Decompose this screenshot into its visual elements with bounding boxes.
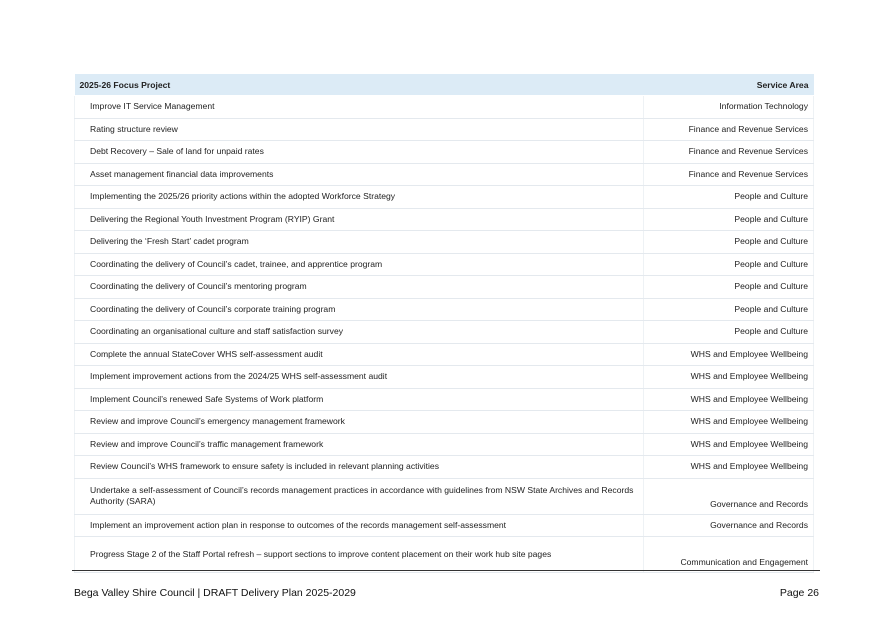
focus-project-cell: Coordinating the delivery of Council’s mentoring program [75,276,644,299]
footer-document-title: Bega Valley Shire Council | DRAFT Delivery Plan 2025-2029 [74,587,356,599]
table-row [75,163,814,186]
table-row [75,118,814,141]
service-area-cell: Information Technology [644,96,814,119]
service-area-cell: Finance and Revenue Services [644,118,814,141]
header-service-area: Service Area [644,74,814,96]
service-area-cell: WHS and Employee Wellbeing [644,456,814,479]
focus-project-cell: Asset management financial data improvements [75,163,644,186]
table-row [75,514,814,537]
service-area-cell: People and Culture [644,186,814,209]
focus-project-cell: Implement an improvement action plan in response to outcomes of the records management self-assessment [75,514,644,537]
focus-project-cell: Improve IT Service Management [75,96,644,119]
table-row [75,321,814,344]
table-row [75,298,814,321]
focus-project-cell: Debt Recovery – Sale of land for unpaid rates [75,141,644,164]
table-header-row [75,74,814,96]
table-body [75,96,814,573]
service-area-cell: People and Culture [644,321,814,344]
service-area-cell: Communication and Engagement [644,537,814,573]
focus-project-cell: Delivering the ‘Fresh Start’ cadet program [75,231,644,254]
service-area-cell: WHS and Employee Wellbeing [644,433,814,456]
focus-project-cell: Implementing the 2025/26 priority actions within the adopted Workforce Strategy [75,186,644,209]
table-row [75,141,814,164]
footer-page-number: Page 26 [779,587,819,599]
focus-project-cell: Implement improvement actions from the 2024/25 WHS self-assessment audit [75,366,644,389]
focus-project-cell: Review and improve Council’s emergency management framework [75,411,644,434]
service-area-cell: People and Culture [644,298,814,321]
table-row [75,186,814,209]
footer-divider [72,570,820,571]
header-focus-project: 2025-26 Focus Project [75,74,644,96]
focus-project-cell: Coordinating the delivery of Council’s corporate training program [75,298,644,321]
focus-project-cell: Implement Council’s renewed Safe Systems of Work platform [75,388,644,411]
service-area-cell: Finance and Revenue Services [644,141,814,164]
focus-project-cell: Rating structure review [75,118,644,141]
table-row [75,96,814,119]
focus-project-cell: Delivering the Regional Youth Investment Program (RYIP) Grant [75,208,644,231]
table-row [75,366,814,389]
table-row [75,478,814,514]
focus-project-cell: Review Council’s WHS framework to ensure safety is included in relevant planning activities [75,456,644,479]
table-row [75,253,814,276]
table-row [75,537,814,573]
table-row [75,411,814,434]
table-row [75,343,814,366]
service-area-cell: People and Culture [644,231,814,254]
focus-project-cell: Review and improve Council’s traffic management framework [75,433,644,456]
service-area-cell: People and Culture [644,208,814,231]
service-area-cell: Governance and Records [644,478,814,514]
focus-projects-table [74,74,814,573]
focus-project-cell: Coordinating the delivery of Council’s cadet, trainee, and apprentice program [75,253,644,276]
focus-project-cell: Complete the annual StateCover WHS self-assessment audit [75,343,644,366]
table-row [75,208,814,231]
table-row [75,276,814,299]
service-area-cell: WHS and Employee Wellbeing [644,343,814,366]
service-area-cell: Finance and Revenue Services [644,163,814,186]
service-area-cell: WHS and Employee Wellbeing [644,366,814,389]
table-row [75,433,814,456]
table-row [75,388,814,411]
focus-project-cell: Coordinating an organisational culture and staff satisfaction survey [75,321,644,344]
service-area-cell: WHS and Employee Wellbeing [644,411,814,434]
focus-project-cell: Undertake a self-assessment of Council’s records management practices in accordance with guidelines from NSW State Archives and Records Authority (SARA) [75,478,644,514]
focus-project-cell: Progress Stage 2 of the Staff Portal refresh – support sections to improve content placement on their work hub site pages [75,537,644,573]
service-area-cell: Governance and Records [644,514,814,537]
table-row [75,456,814,479]
service-area-cell: People and Culture [644,276,814,299]
service-area-cell: WHS and Employee Wellbeing [644,388,814,411]
service-area-cell: People and Culture [644,253,814,276]
table-row [75,231,814,254]
